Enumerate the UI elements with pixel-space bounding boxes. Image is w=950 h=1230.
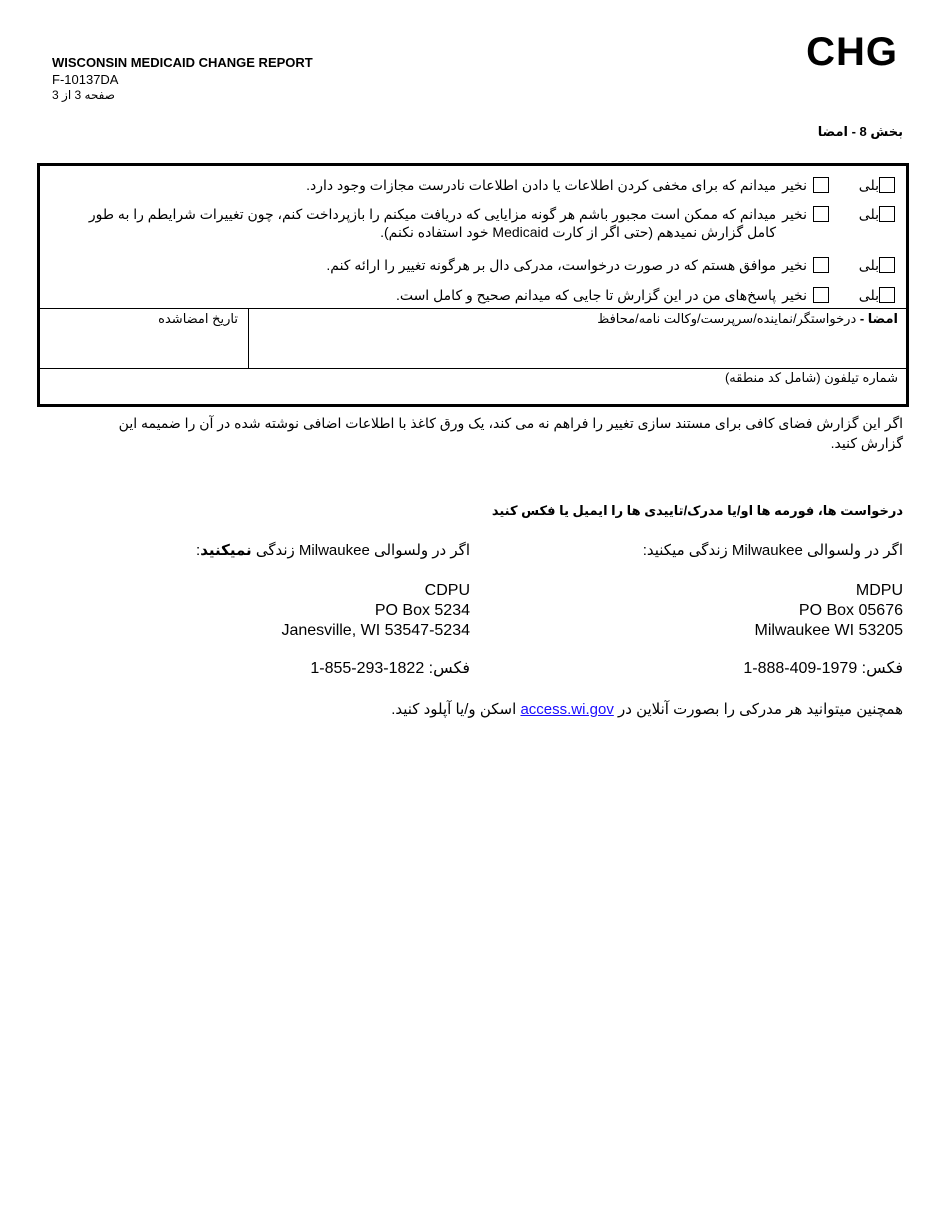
yes-label: بلی	[858, 206, 879, 222]
milwaukee-heading: اگر در ولسوالی Milwaukee زندگی میکنید:	[642, 542, 903, 559]
other-unit: CDPU	[424, 582, 470, 599]
no-checkbox[interactable]	[813, 177, 829, 193]
phone-label: شماره تیلفون (شامل کد منطقه)	[724, 370, 898, 385]
phone-field[interactable]	[725, 370, 898, 386]
divider	[40, 308, 906, 309]
milwaukee-address	[754, 581, 903, 641]
question-row	[76, 205, 898, 241]
yes-checkbox[interactable]	[879, 287, 895, 303]
attachment-note: اگر این گزارش فضای کافی برای مستند سازی تغییر را فراهم نه می کند، یک ورق کاغذ با اطلاعات اضافی نوشته شده در آن را ضمیمه این گزارش کنید.	[118, 415, 903, 451]
milwaukee-city: Milwaukee WI 53205	[754, 622, 903, 639]
other-heading-bold: نمیکنید	[200, 542, 252, 559]
yes-checkbox[interactable]	[879, 206, 895, 222]
question-text: میدانم که ممکن است مجبور باشم هر گونه مزایایی که دریافت میکنم را بازپرداخت کنم، چون تغییرات شرایطم را به طور کامل گزارش نمیدهم (حتی اگر از کارت Medicaid خود استفاده نکنم).	[88, 206, 777, 240]
yes-checkbox[interactable]	[879, 257, 895, 273]
form-title: WISCONSIN MEDICAID CHANGE REPORT	[52, 55, 313, 70]
question-row	[326, 256, 898, 274]
no-checkbox[interactable]	[813, 206, 829, 222]
question-text: پاسخ‌های من در این گزارش تا جایی که میدانم صحیح و کامل است.	[395, 287, 777, 303]
page-number: صفحه 3 از 3	[52, 88, 115, 102]
other-po-box: PO Box 5234	[374, 602, 470, 619]
yes-label: بلی	[858, 287, 879, 303]
other-fax	[310, 658, 470, 678]
send-title: درخواست ها، فورمه ها او/یا مدرک/تاییدی ها را ایمیل یا فکس کنید	[491, 503, 903, 518]
no-checkbox[interactable]	[813, 287, 829, 303]
no-checkbox[interactable]	[813, 257, 829, 273]
question-row	[396, 286, 898, 304]
question-text: میدانم که برای مخفی کردن اطلاعات یا دادن اطلاعات نادرست مجازات وجود دارد.	[306, 177, 777, 193]
other-county-heading	[196, 541, 470, 559]
online-upload-note	[391, 700, 903, 718]
fax-label: فکس:	[428, 660, 470, 677]
divider	[248, 308, 249, 368]
milwaukee-po-box: PO Box 05676	[798, 602, 903, 619]
yes-label: بلی	[858, 257, 879, 273]
no-label: نخیر	[782, 287, 807, 303]
yes-checkbox[interactable]	[879, 177, 895, 193]
no-label: نخیر	[782, 177, 807, 193]
no-label: نخیر	[782, 206, 807, 222]
other-heading-post: :	[196, 542, 201, 559]
other-address	[281, 581, 470, 641]
online-post: اسکن و/یا آپلود کنید.	[391, 701, 517, 718]
divider	[40, 368, 906, 369]
fax-number: 1-888-409-1979	[743, 660, 858, 677]
question-row	[306, 176, 898, 194]
milwaukee-fax	[743, 658, 903, 678]
yes-label: بلی	[858, 177, 879, 193]
signature-label-bold: امضا -	[859, 311, 898, 326]
question-text: موافق هستم که در صورت درخواست، مدرکی دال بر هرگونه تغییر را ارائه کنم.	[326, 257, 777, 273]
online-pre: همچنین میتوانید هر مدرکی را بصورت آنلاین در	[618, 701, 903, 718]
section-title: بخش 8 - امضا	[817, 124, 903, 139]
other-city: Janesville, WI 53547-5234	[281, 622, 470, 639]
form-code: CHG	[806, 30, 898, 74]
access-link[interactable]: access.wi.gov	[520, 701, 614, 718]
date-signed-label: تاریخ امضاشده	[158, 311, 238, 326]
other-heading-pre: اگر در ولسوالی Milwaukee زندگی	[255, 542, 470, 559]
date-signed-field[interactable]	[158, 311, 238, 327]
milwaukee-unit: MDPU	[855, 582, 903, 599]
form-number: F-10137DA	[52, 72, 119, 87]
fax-label: فکس:	[861, 660, 903, 677]
signature-field[interactable]	[597, 311, 898, 327]
no-label: نخیر	[782, 257, 807, 273]
signature-box	[37, 163, 909, 407]
signature-label: درخواستگر/نماینده/سرپرست/وکالت نامه/محافظ	[597, 311, 857, 326]
fax-number: 1-855-293-1822	[310, 660, 425, 677]
